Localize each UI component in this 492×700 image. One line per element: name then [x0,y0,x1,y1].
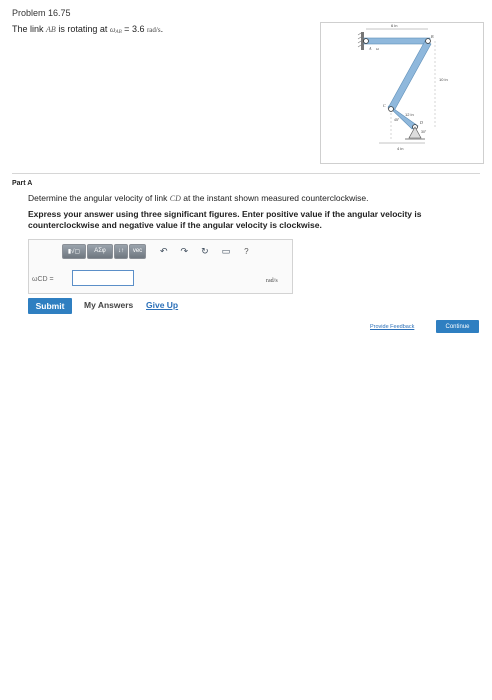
undo-icon[interactable]: ↶ [160,246,168,256]
link-ab [364,38,430,44]
section-divider [12,173,480,174]
help-button[interactable]: ? [244,246,249,256]
give-up-link[interactable]: Give Up [146,300,179,310]
statement-mid: is rotating at [58,24,108,34]
continue-button[interactable]: Continue [436,320,479,333]
arrows-button[interactable]: ↓↑ [114,244,128,259]
mechanism-diagram [321,23,483,163]
vector-button[interactable]: vec [129,244,146,259]
problem-title: Problem 16.75 [12,8,71,18]
answer-variable-label: ωCD = [32,276,54,283]
part-question [28,193,368,203]
label-d: D [420,120,423,125]
label-b: B [431,34,434,39]
dim-label-top: 6 in [391,23,398,28]
templates-button[interactable]: ▮√▢ [62,244,86,259]
reset-icon[interactable]: ↻ [201,246,209,256]
omega-unit: rad/s [146,26,161,34]
omega-symbol: ω [109,25,116,34]
label-a: A [369,46,372,51]
statement-end: . [160,24,164,34]
label-c: C [383,103,386,108]
question-link-name: CD [169,194,181,203]
question-suffix: at the instant shown measured counterclockwise. [183,193,369,203]
keyboard-icon[interactable]: ▭ [221,246,231,256]
my-answers-link[interactable]: My Answers [84,300,134,310]
link-name: AB [46,25,56,34]
part-label: Part A [12,180,33,187]
problem-statement [12,24,163,35]
dim-label-bottom: 4 in [397,146,404,151]
statement-prefix: The link [12,24,44,34]
answer-panel [28,239,293,294]
problem-figure[interactable] [320,22,484,164]
omega-subscript: AB [115,30,122,35]
equals-sign: = [124,24,130,34]
question-prefix: Determine the angular velocity of link [28,193,168,203]
part-instruction: Express your answer using three significant figures. Enter positive value if the angular velocity is counterclockwise and negative value if the angular velocity is clockwise. [28,209,422,230]
pin-b [426,39,431,44]
pin-c [389,107,394,112]
answer-unit-label: rad/s [266,278,278,284]
provide-feedback-link[interactable]: Provide Feedback [370,324,415,330]
angle-45-label: 45° [394,118,400,122]
ground-support [409,127,421,138]
angle-30-label: 30° [421,130,427,134]
math-toolbar [62,244,249,258]
answer-input[interactable] [72,270,134,286]
link-bc [388,41,431,111]
redo-icon[interactable]: ↷ [180,246,189,256]
dim-label-right: 10 in [439,77,448,82]
submit-button[interactable]: Submit [28,298,72,314]
dim-label-mid: 12 in [405,112,414,117]
wall-hatch [358,33,361,47]
pin-a [364,39,369,44]
omega-value: 3.6 [131,24,145,34]
greek-symbols-button[interactable]: ΑΣφ [87,244,113,259]
label-omega: ω [376,46,379,51]
